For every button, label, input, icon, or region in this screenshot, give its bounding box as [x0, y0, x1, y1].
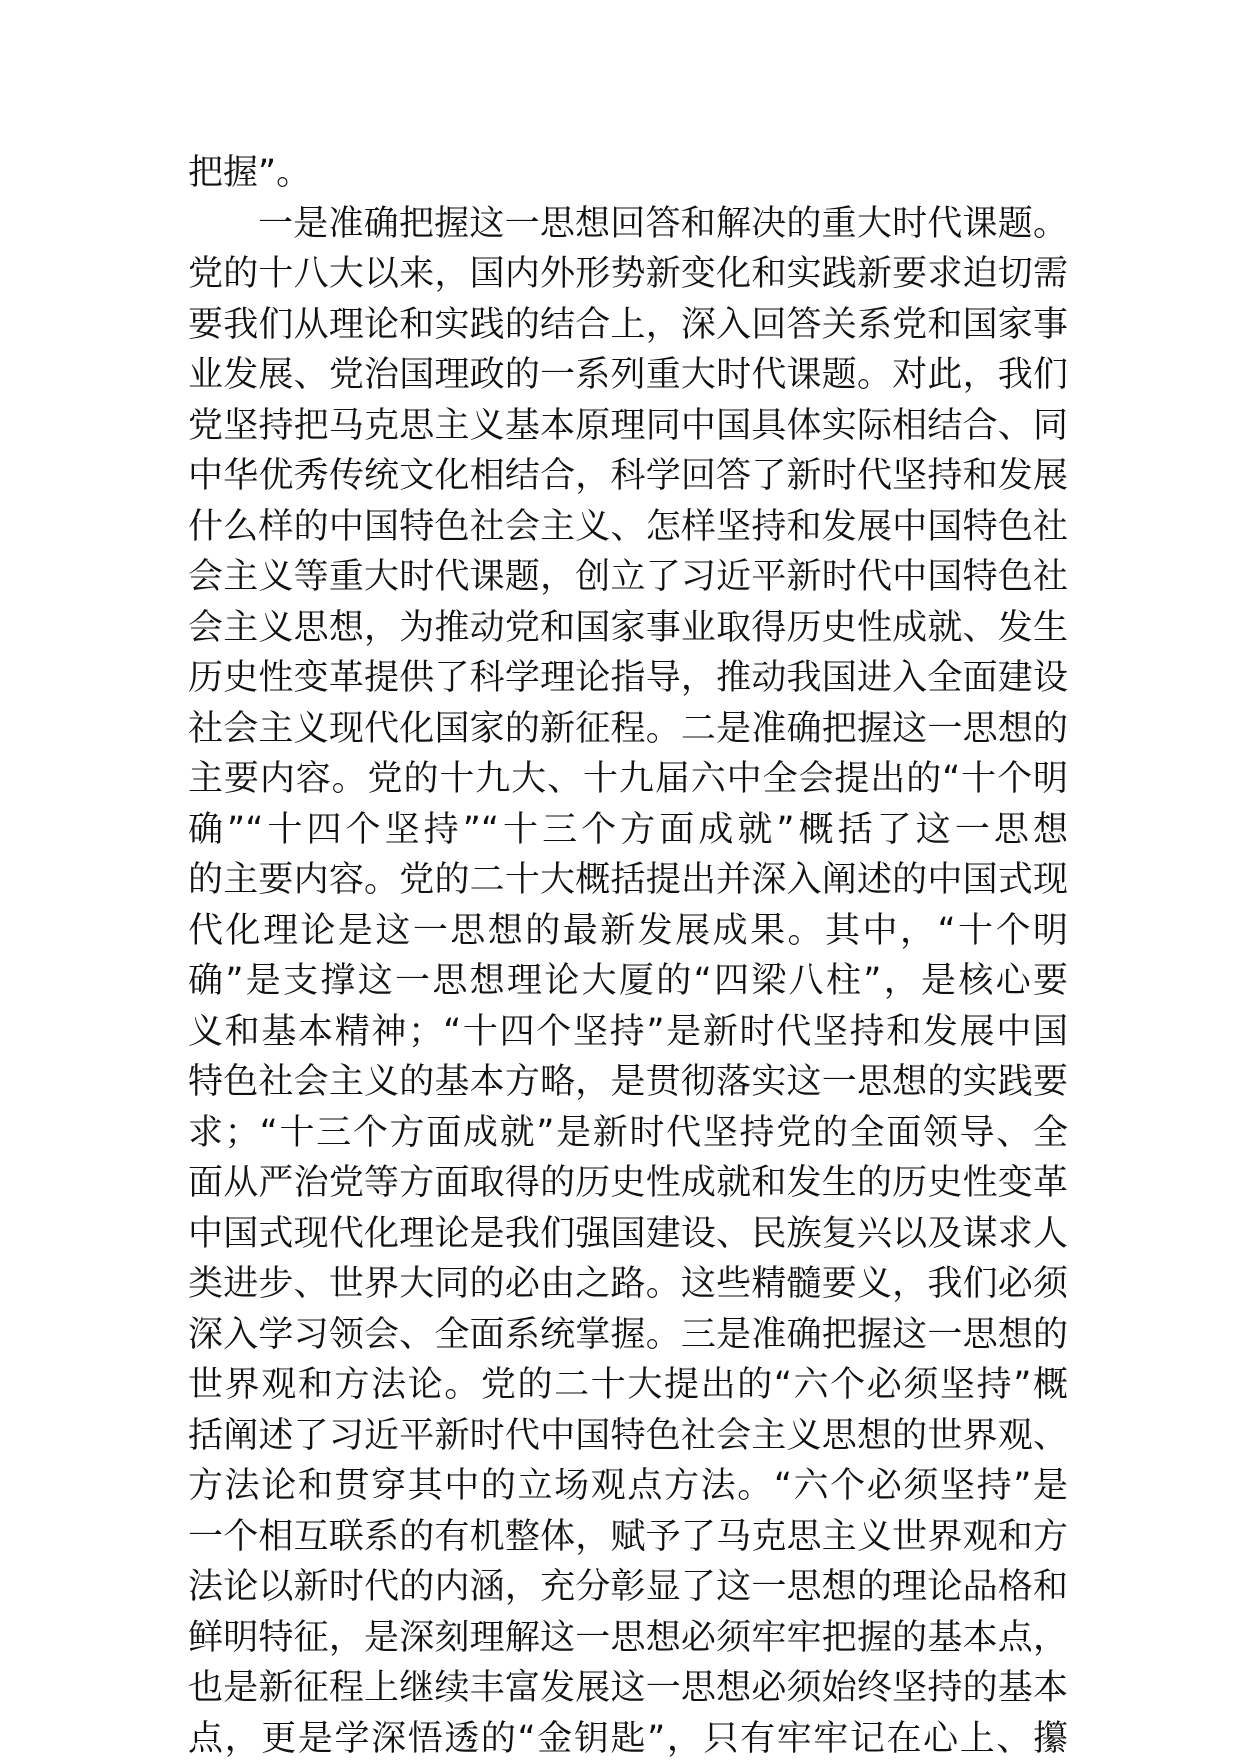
text-line: 世界观和方法论。党的二十大提出的“六个必须坚持”概	[188, 1360, 1068, 1411]
text-line: 的主要内容。党的二十大概括提出并深入阐述的中国式现	[188, 855, 1068, 906]
text-line: 一个相互联系的有机整体，赋予了马克思主义世界观和方	[188, 1512, 1068, 1563]
text-line: 会主义思想，为推动党和国家事业取得历史性成就、发生	[188, 603, 1068, 654]
text-line: 法论以新时代的内涵，充分彰显了这一思想的理论品格和	[188, 1562, 1068, 1613]
text-line: 会主义等重大时代课题，创立了习近平新时代中国特色社	[188, 552, 1068, 603]
text-line: 点，更是学深悟透的“金钥匙”，只有牢牢记在心上、攥	[188, 1714, 1068, 1764]
text-line: 党的十八大以来，国内外形势新变化和实践新要求迫切需	[188, 249, 1068, 300]
text-line: 主要内容。党的十九大、十九届六中全会提出的“十个明	[188, 754, 1068, 805]
text-line: 类进步、世界大同的必由之路。这些精髓要义，我们必须	[188, 1259, 1068, 1310]
text-line: 鲜明特征，是深刻理解这一思想必须牢牢把握的基本点，	[188, 1613, 1068, 1664]
text-line: 社会主义现代化国家的新征程。二是准确把握这一思想的	[188, 704, 1068, 755]
text-line: 什么样的中国特色社会主义、怎样坚持和发展中国特色社	[188, 502, 1068, 553]
paragraph-first-line: 一是准确把握这一思想回答和解决的重大时代课题。	[188, 199, 1068, 250]
text-line: 确”是支撑这一思想理论大厦的“四梁八柱”，是核心要	[188, 956, 1068, 1007]
text-line: 中华优秀传统文化相结合，科学回答了新时代坚持和发展	[188, 451, 1068, 502]
text-line: 深入学习领会、全面系统掌握。三是准确把握这一思想的	[188, 1310, 1068, 1361]
document-page	[188, 148, 1068, 1764]
text-line: 代化理论是这一思想的最新发展成果。其中，“十个明	[188, 906, 1068, 957]
text-line: 历史性变革提供了科学理论指导，推动我国进入全面建设	[188, 653, 1068, 704]
text-line: 面从严治党等方面取得的历史性成就和发生的历史性变革	[188, 1158, 1068, 1209]
text-line: 把握”。	[188, 148, 1068, 199]
text-line: 义和基本精神；“十四个坚持”是新时代坚持和发展中国	[188, 1007, 1068, 1058]
text-line: 求；“十三个方面成就”是新时代坚持党的全面领导、全	[188, 1108, 1068, 1159]
text-line: 也是新征程上继续丰富发展这一思想必须始终坚持的基本	[188, 1663, 1068, 1714]
text-line: 业发展、党治国理政的一系列重大时代课题。对此，我们	[188, 350, 1068, 401]
text-line: 括阐述了习近平新时代中国特色社会主义思想的世界观、	[188, 1411, 1068, 1462]
text-line: 党坚持把马克思主义基本原理同中国具体实际相结合、同	[188, 401, 1068, 452]
text-line: 要我们从理论和实践的结合上，深入回答关系党和国家事	[188, 300, 1068, 351]
text-line: 特色社会主义的基本方略，是贯彻落实这一思想的实践要	[188, 1057, 1068, 1108]
text-line: 方法论和贯穿其中的立场观点方法。“六个必须坚持”是	[188, 1461, 1068, 1512]
text-line: 确”“十四个坚持”“十三个方面成就”概括了这一思想	[188, 805, 1068, 856]
text-line: 中国式现代化理论是我们强国建设、民族复兴以及谋求人	[188, 1209, 1068, 1260]
